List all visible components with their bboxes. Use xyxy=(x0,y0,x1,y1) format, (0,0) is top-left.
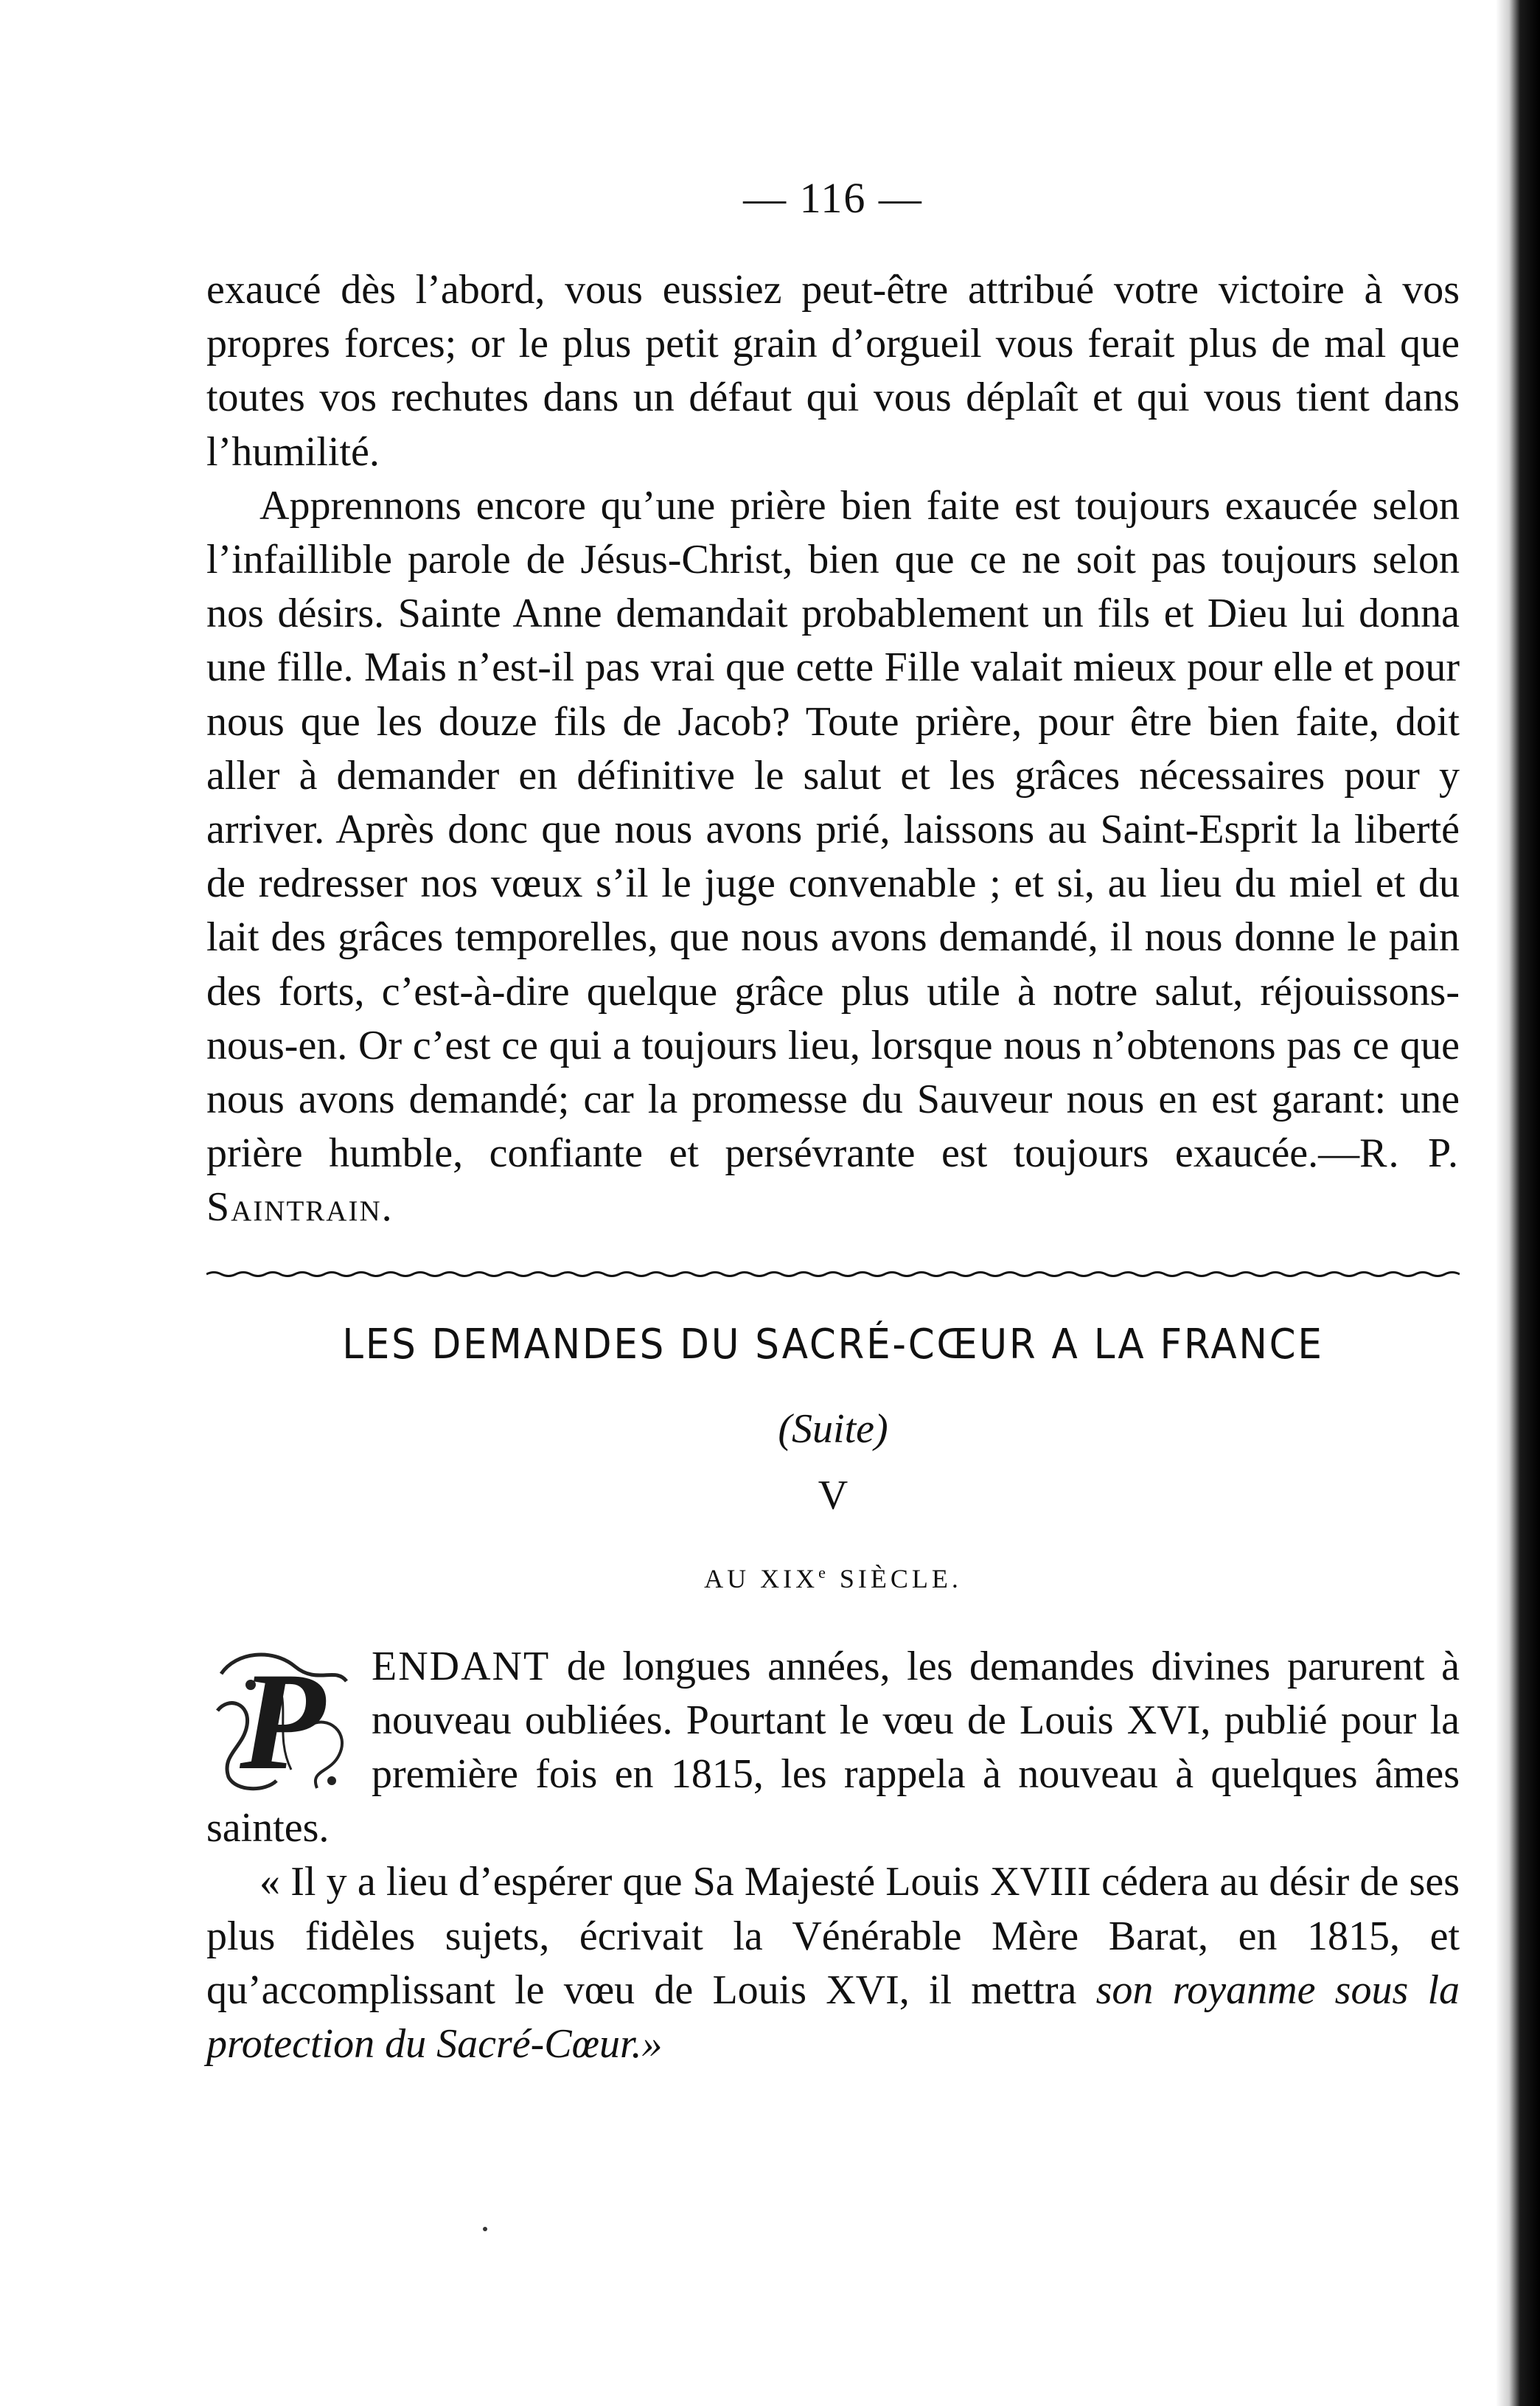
attribution: R. P. Saintrain. xyxy=(206,1130,1460,1231)
page-edge-shadow xyxy=(1496,0,1540,2406)
section-title: LES DEMANDES DU SACRÉ-CŒUR A LA FRANCE xyxy=(342,1320,1324,1369)
page-number: — 116 — xyxy=(743,174,923,222)
century-suffix: SIÈCLE. xyxy=(829,1563,962,1593)
paragraph-4-italic: son royanme sous la protection du Sacré-Cœur.» xyxy=(206,1967,1460,2068)
century-heading xyxy=(206,1563,1460,1594)
divider-line xyxy=(206,1270,1460,1278)
paragraph-4 xyxy=(206,1855,1460,2071)
page-content xyxy=(206,173,1460,2071)
chapter-number: V xyxy=(818,1472,849,1518)
paragraph-1: exaucé dès l’abord, vous eussiez peut-être attribué votre victoire à vos propres forces; or le plus petit grain d’orgueil vous ferait plus de mal que toutes vos rechutes dans un défaut qui vous déplaît et qui vous tient dans l’humilité. xyxy=(206,267,1460,475)
ornamental-divider xyxy=(206,1270,1460,1278)
century-prefix: AU XIX xyxy=(704,1563,819,1593)
paragraph-3 xyxy=(206,1640,1460,1856)
century-superscript: e xyxy=(818,1562,829,1582)
opening-paragraph-block xyxy=(206,1640,1460,1856)
paragraph-2 xyxy=(206,479,1460,1235)
paragraph-2-text: Apprennons encore qu’une prière bien faite est toujours exaucée selon l’infaillible parole de Jésus-Christ, bien que ce ne soit pas toujours selon nos désirs. Sainte Anne demandait probablement un fils et Dieu lui donna une fille. Mais n’est-il pas vrai que cette Fille valait mieux pour elle et pour nous que les douze fils de Jacob? Toute prière, pour être bien faite, doit aller à demander en définitive le salut et les grâces nécessaires pour y arriver. Après donc que nous avons prié, laissons au Saint-Esprit la liberté de redresser nos vœux s’il le juge convenable ; et si, au lieu du miel et du lait des grâces temporelles, que nous avons demandé, il nous donne le pain des forts, c’est-à-dire quelque grâce plus utile à notre salut, réjouissons-nous-en. Or c’est ce qui a toujours lieu, lorsque nous n’obtenons pas ce que nous avons demandé; car la promesse du Sauveur nous en est garant: une prière humble, confiante et persévrante est toujours exaucée.— xyxy=(206,482,1460,1177)
drop-cap-letter: P xyxy=(239,1644,326,1799)
ink-speck xyxy=(483,2227,487,2231)
first-word: ENDANT xyxy=(372,1643,551,1689)
section-subtitle: (Suite) xyxy=(778,1405,888,1452)
ornamental-drop-cap xyxy=(206,1644,358,1799)
paragraph-4-text: « Il y a lieu d’espérer que Sa Majesté Louis XVIII cédera au désir de ses plus fidèles sujets, écrivait la Vénérable Mère Barat, en 1815, et qu’accomplissant le vœu de Louis XVI, il mettra xyxy=(206,1859,1460,2013)
paragraph-3-text: de longues années, les demandes divines parurent à nouveau oubliées. Pourtant le vœu de Louis XVI, publié pour la première fois en 1815, les rappela à nouveau à quelques âmes saintes. xyxy=(206,1643,1460,1852)
